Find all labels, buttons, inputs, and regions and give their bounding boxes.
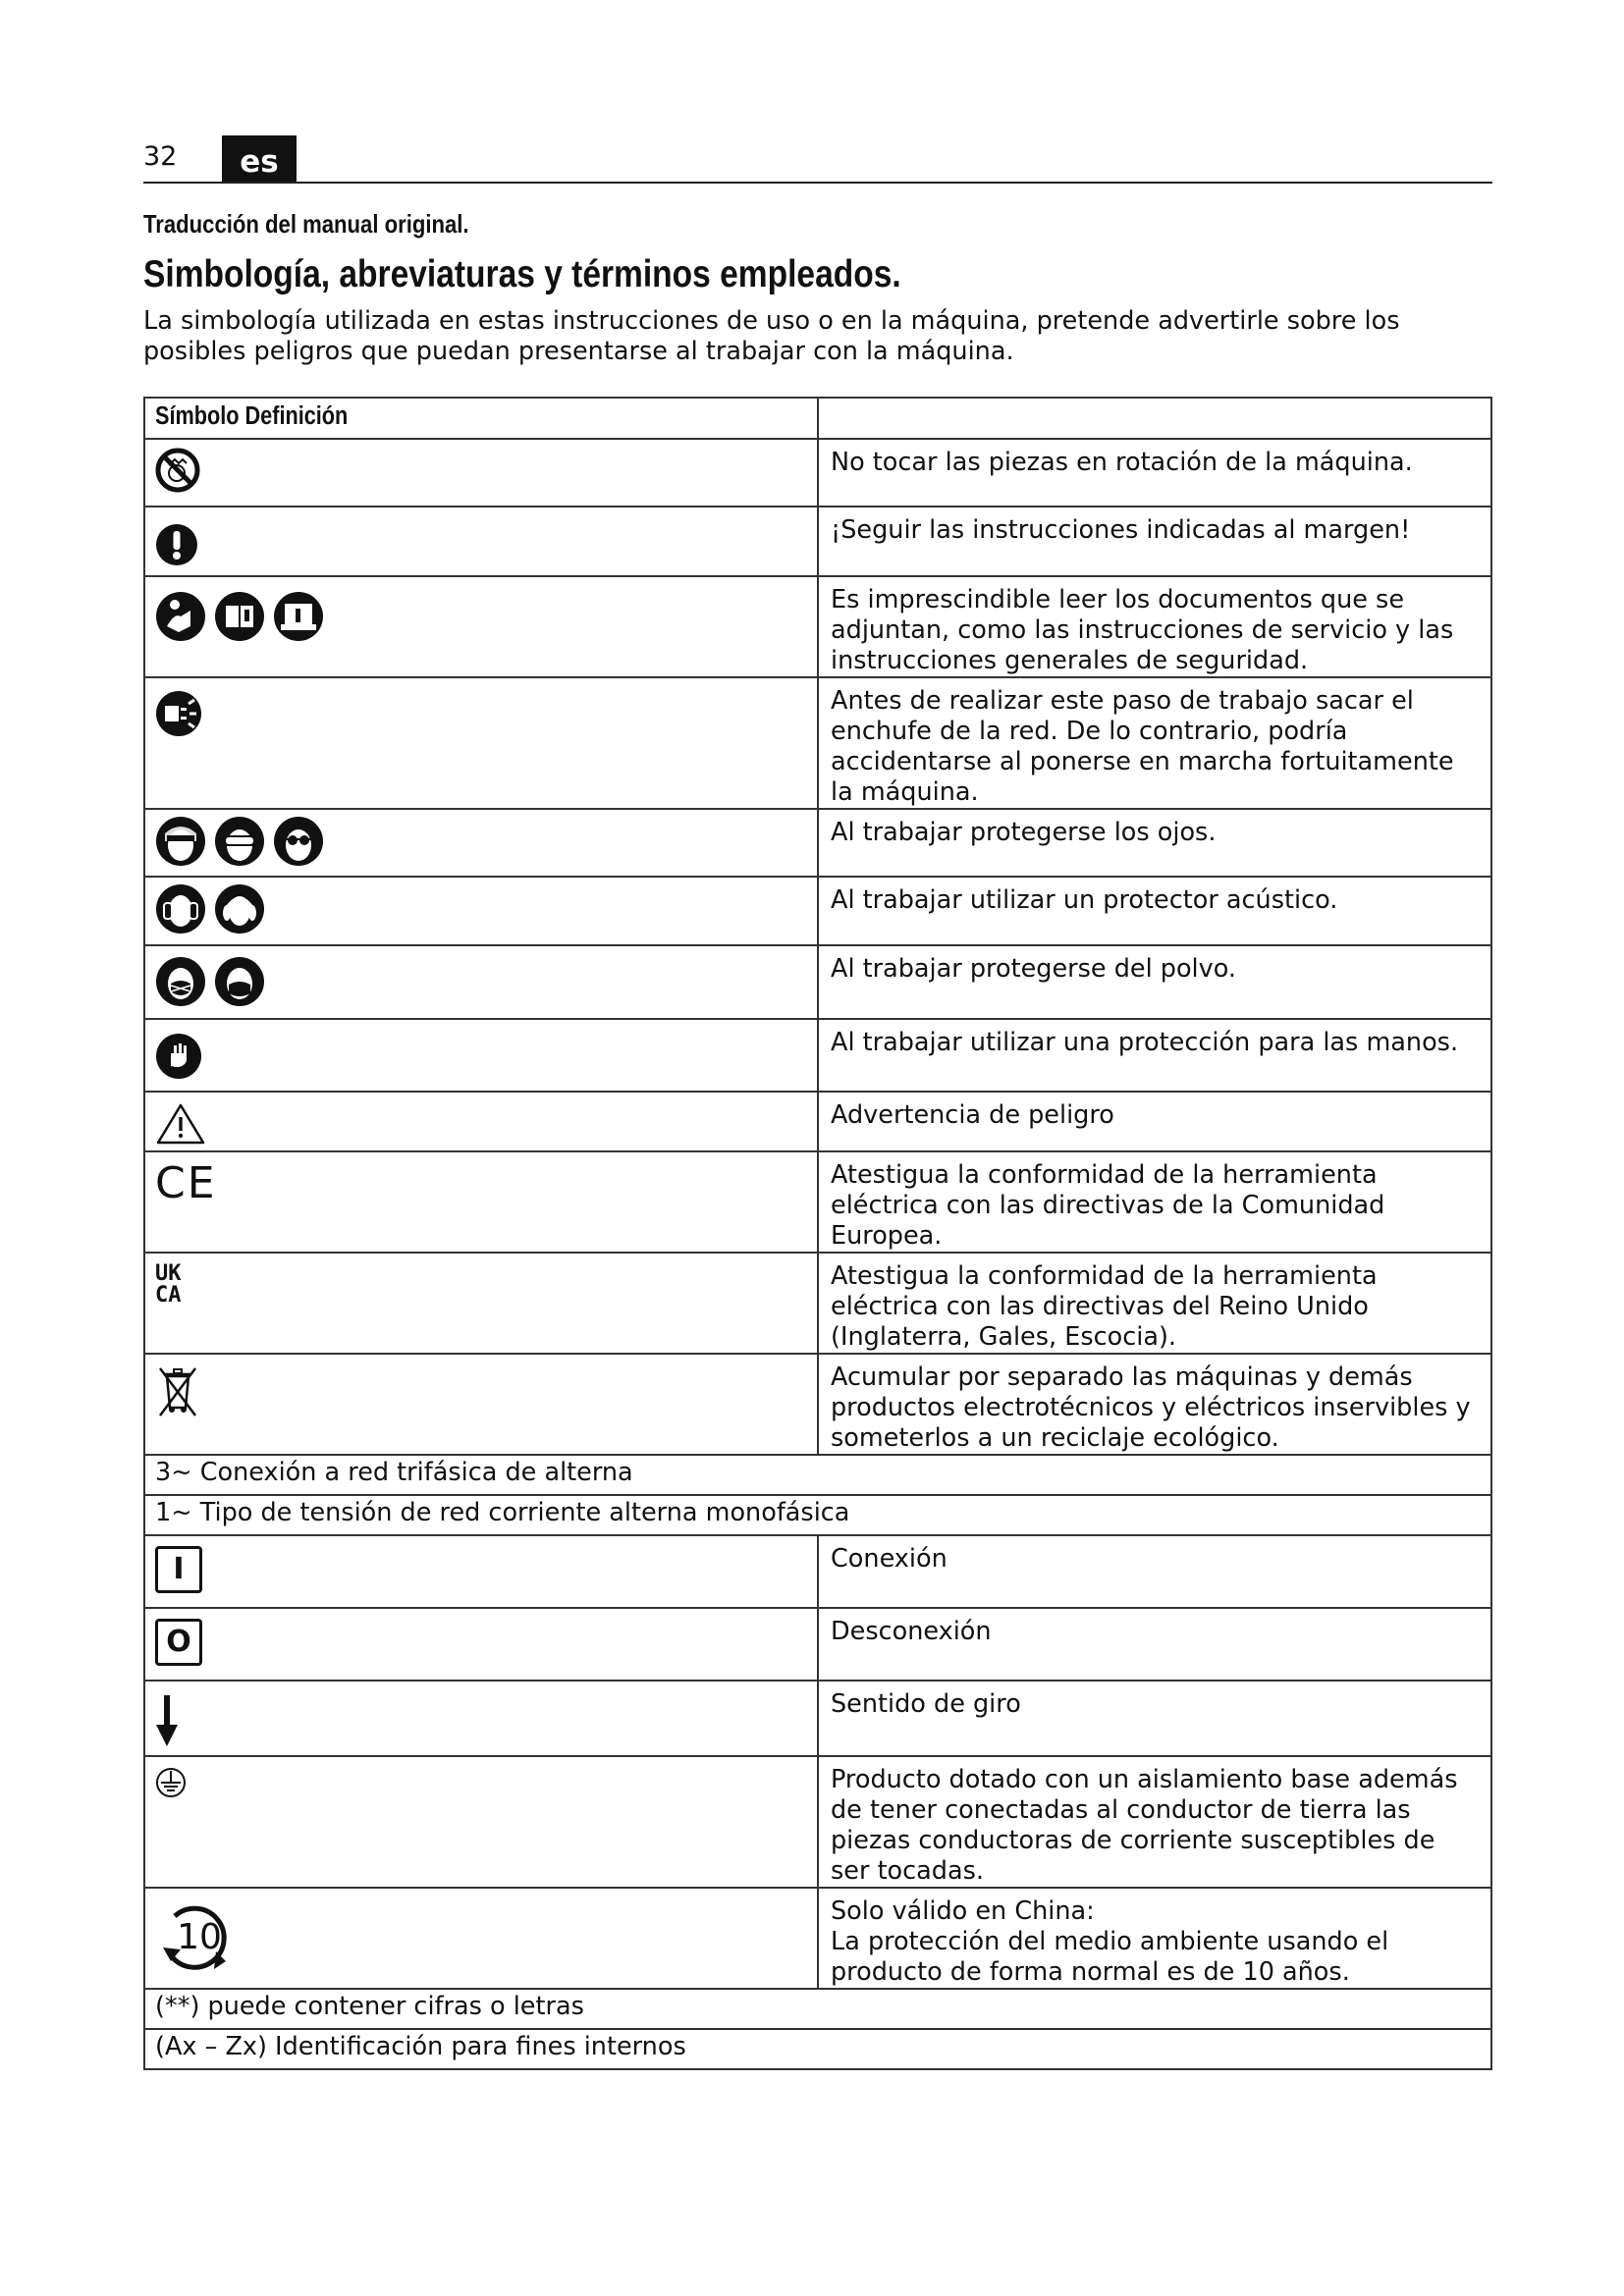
page-header [143, 135, 1492, 184]
page-number: 32 [143, 141, 178, 172]
table-row [144, 2029, 1491, 2069]
safety-glasses-icon [273, 816, 324, 867]
definition-text: Sentido de giro [818, 1681, 1491, 1756]
ear-protection-icon [155, 883, 206, 934]
definition-text: Al trabajar protegerse los ojos. [818, 809, 1491, 877]
note-text: (Ax – Zx) Identificación para fines internos [144, 2029, 1491, 2069]
symbol-table [143, 397, 1492, 2070]
exclamation-mandatory-icon [155, 523, 198, 566]
definition-text: Conexión [818, 1535, 1491, 1608]
table-row [144, 1019, 1491, 1092]
definition-text: Es imprescindible leer los documentos que se adjuntan, como las instrucciones de servicio y las instrucciones generales de seguridad. [818, 576, 1491, 677]
note-text: (**) puede contener cifras o letras [144, 1989, 1491, 2029]
table-row [144, 877, 1491, 945]
note-text: 1~ Tipo de tensión de red corriente alterna monofásica [144, 1495, 1491, 1535]
definition-text: Atestigua la conformidad de la herramienta eléctrica con las directivas del Reino Unido (Inglaterra, Gales, Escocia). [818, 1253, 1491, 1354]
table-row [144, 945, 1491, 1019]
definition-text: No tocar las piezas en rotación de la máquina. [818, 439, 1491, 507]
definition-text: Al trabajar utilizar una protección para las manos. [818, 1019, 1491, 1092]
table-row [144, 1608, 1491, 1681]
read-manual-info-icon [273, 591, 324, 642]
rotation-direction-arrow-icon [155, 1693, 179, 1748]
ukca-mark-icon: UK CA [155, 1261, 182, 1308]
table-row [144, 1092, 1491, 1151]
definition-text: La protección del medio ambiente usando el producto de forma normal es de 10 años. [831, 1927, 1389, 1987]
table-row [144, 507, 1491, 576]
gloves-icon [155, 1032, 202, 1081]
warning-triangle-icon [155, 1102, 206, 1146]
table-row [144, 1888, 1491, 1989]
definition-text: Advertencia de peligro [818, 1092, 1491, 1151]
table-row [144, 1455, 1491, 1495]
safety-goggles-icon [214, 816, 265, 867]
table-row [144, 1989, 1491, 2029]
protective-earth-icon [155, 1767, 187, 1798]
table-row [144, 1756, 1491, 1888]
table-row [144, 439, 1491, 507]
definition-text: Atestigua la conformidad de la herramienta eléctrica con las directivas de la Comunidad Europea. [818, 1151, 1491, 1253]
definition-text: Acumular por separado las máquinas y demás productos electrotécnicos y eléctricos inservibles y someterlos a un reciclaje ecológico. [818, 1354, 1491, 1455]
definition-text: Desconexión [818, 1608, 1491, 1681]
language-badge: es [222, 135, 297, 182]
respirator-icon [214, 956, 265, 1007]
switch-off-icon: O [155, 1619, 202, 1666]
no-touch-rotating-parts-icon [155, 446, 200, 495]
table-row [144, 809, 1491, 877]
table-row [144, 1495, 1491, 1535]
unplug-icon [155, 690, 202, 737]
ear-muffs-icon [214, 883, 265, 934]
definition-text: Antes de realizar este paso de trabajo sacar el enchufe de la red. De lo contrario, podría accidentarse al ponerse en marcha fortuitamente la máquina. [818, 677, 1491, 809]
table-row [144, 1253, 1491, 1354]
note-text: 3~ Conexión a red trifásica de alterna [144, 1455, 1491, 1495]
definition-text: Al trabajar protegerse del polvo. [818, 945, 1491, 1019]
definition-text: Solo válido en China: [831, 1896, 1095, 1926]
face-shield-icon [155, 816, 206, 867]
dust-mask-icon [155, 956, 206, 1007]
intro-paragraph: La simbología utilizada en estas instrucciones de uso o en la máquina, pretende advertirle sobre los posibles peligros que puedan presentarse al trabajar con la máquina. [143, 306, 1400, 366]
page-title: Simbología, abreviaturas y términos empleados. [143, 253, 901, 295]
table-row [144, 1151, 1491, 1253]
table-row [144, 1681, 1491, 1756]
switch-on-icon: I [155, 1546, 202, 1593]
table-row [144, 1535, 1491, 1608]
table-header: Símbolo Definición [144, 398, 818, 439]
subtitle: Traducción del manual original. [143, 209, 469, 239]
definition-text: Al trabajar utilizar un protector acústico. [818, 877, 1491, 945]
china-rohs-10-icon: 10 [155, 1900, 244, 1979]
definition-text: ¡Seguir las instrucciones indicadas al margen! [818, 507, 1491, 576]
crossed-bin-icon [155, 1362, 200, 1421]
table-row [144, 576, 1491, 677]
table-header-row [144, 398, 1491, 439]
read-manual-book-icon [214, 591, 265, 642]
table-row [144, 677, 1491, 809]
read-manual-icon [155, 591, 206, 642]
ce-mark-icon: CE [155, 1158, 217, 1208]
table-row [144, 1354, 1491, 1455]
definition-text: Producto dotado con un aislamiento base además de tener conectadas al conductor de tierra las piezas conductoras de corriente susceptibles de ser tocadas. [818, 1756, 1491, 1888]
